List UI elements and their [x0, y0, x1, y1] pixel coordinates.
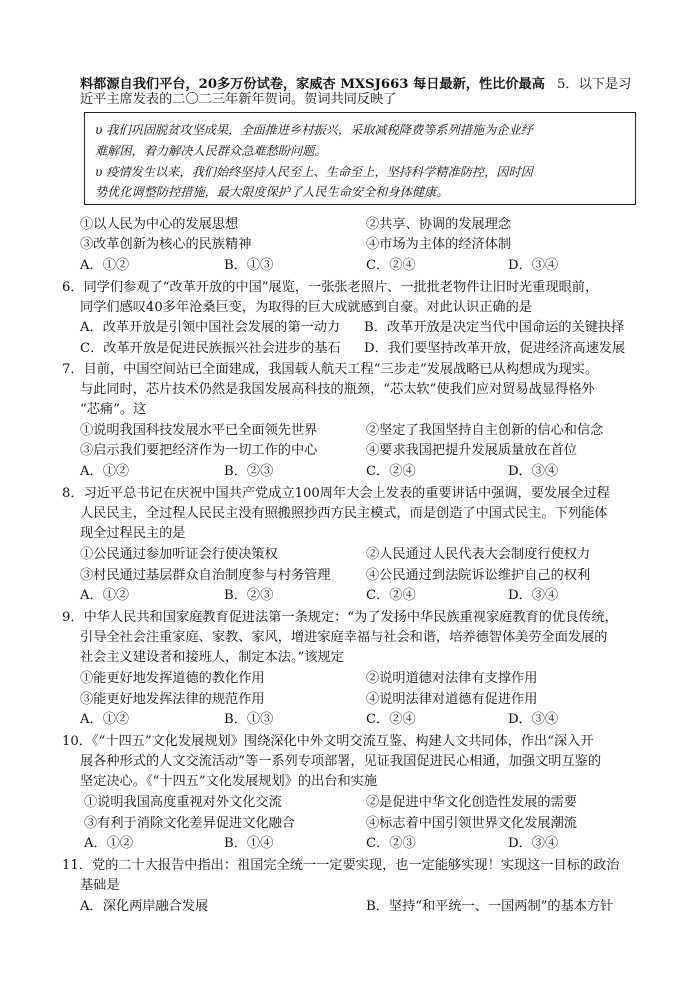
q5-quote-box [84, 112, 636, 205]
q8-stem: 人民民主，全过程人民民主没有照搬照抄西方民主模式，而是创造了中国式民主。下列能体 [80, 506, 608, 521]
source-ad-text: 料都源自我们平台，20多万份试卷，家威杏 MXSJ663 每日最新，性比价最高 [80, 77, 545, 92]
q8-stem: 8．习近平总书记在庆祝中国共产党成立100周年大会上发表的重要讲话中强调，要发展全过程 [62, 486, 610, 501]
q9-option-2: ②说明道德对法律有支撑作用 [366, 671, 538, 686]
q7-stem: “芯痛”。这 [80, 402, 147, 417]
q6-stem: 同学们感叹40多年沧桑巨变，为取得的巨大成就感到自豪。对此认识正确的是 [80, 300, 532, 315]
q7-option-2: ②坚定了我国坚持自主创新的信心和信念 [366, 423, 604, 438]
q9-option-4: ④说明法律对道德有促进作用 [366, 692, 538, 707]
quote-line: υ 疫情发生以来，我们始终坚持人民至上、生命至上，坚持科学精准防控，因时因 [95, 165, 533, 179]
q9-choice-b: B．①③ [224, 712, 274, 727]
q6-choice-b: B．改革开放是决定当代中国命运的关键抉择 [364, 320, 625, 335]
q7-choice-c: C．②④ [366, 464, 416, 479]
q5-choice-d: D．③④ [508, 258, 559, 273]
q9-option-3: ③能更好地发挥法律的规范作用 [80, 692, 265, 707]
q5-option-1: ①以人民为中心的发展思想 [80, 217, 239, 232]
q9-choice-a: A．①② [80, 712, 130, 727]
q11-choice-b: B．坚持“和平统一、一国两制”的基本方针 [366, 899, 614, 914]
q5-stem-start: 5．以下是习 [557, 77, 632, 92]
q10-choice-d: D．③④ [508, 836, 559, 851]
q9-stem: 9．中华人民共和国家庭教育促进法第一条规定：“为了发扬中华民族重视家庭教育的优良传统， [62, 610, 618, 625]
q7-choice-d: D．③④ [508, 464, 559, 479]
q6-choice-c: C．改革开放是促进民族振兴社会进步的基石 [80, 341, 341, 356]
q10-stem: 10．《“十四五”文化发展规划》围绕深化中外文明交流互鉴、构建人文共同体，作出“深入开 [62, 734, 594, 749]
q9-stem: 社会主义建设者和接班人，制定本法。”该规定 [80, 650, 344, 665]
q10-choice-c: C．②③ [366, 836, 416, 851]
q6-stem: 6．同学们参观了“改革开放的中国”展览，一张张老照片、一批批老物件让旧时光重现眼前， [62, 280, 599, 295]
q7-stem: 7．目前，中国空间站已全面建成，我国载人航天工程“三步走”发展战略已从构想成为现实。 [62, 362, 599, 377]
q10-option-4: ④标志着中国引领世界文化发展潮流 [366, 816, 577, 831]
q10-stem: 展各种形式的人文交流活动”等一系列专项部署，见证我国促进民心相通，加强文明互鉴的 [80, 754, 602, 769]
q7-option-1: ①说明我国科技发展水平已全面领先世界 [80, 423, 318, 438]
q6-choice-d: D．我们要坚持改革开放，促进经济高速发展 [364, 341, 626, 356]
q7-choice-a: A．①② [80, 464, 130, 479]
q5-choice-b: B．①③ [224, 258, 274, 273]
q11-stem: 基础是 [80, 878, 120, 893]
q9-choice-d: D．③④ [508, 712, 559, 727]
quote-line: υ 我们巩固脱贫攻坚成果，全面推进乡村振兴，采取减税降费等系列措施为企业纾 [95, 123, 533, 137]
q5-stem: 近平主席发表的二〇二三年新年贺词。贺词共同反映了 [80, 92, 397, 107]
q10-option-2: ②是促进中华文化创造性发展的需要 [366, 795, 577, 810]
q8-option-1: ①公民通过参加听证会行使决策权 [80, 547, 278, 562]
quote-line: 难解困，着力解决人民群众急难愁盼问题。 [95, 144, 327, 158]
q8-stem: 现全过程民主的是 [80, 526, 186, 541]
q8-option-4: ④公民通过到法院诉讼维护自己的权利 [366, 568, 591, 583]
q5-option-2: ②共享、协调的发展理念 [366, 217, 512, 232]
q5-option-3: ③改革创新为核心的民族精神 [80, 237, 252, 252]
q10-choice-a: A．①② [84, 836, 134, 851]
q8-choice-c: C．②④ [366, 588, 416, 603]
q5-choice-a: A．①② [80, 258, 130, 273]
q10-option-1: ①说明我国高度重视对外文化交流 [84, 795, 282, 810]
q8-choice-b: B．②③ [224, 588, 274, 603]
q8-choice-d: D．③④ [508, 588, 559, 603]
q9-choice-c: C．②④ [366, 712, 416, 727]
q11-choice-a: A．深化两岸融合发展 [80, 899, 209, 914]
q7-option-3: ③启示我们要把经济作为一切工作的中心 [80, 443, 318, 458]
q10-option-3: ③有利于消除文化差异促进文化融合 [84, 816, 295, 831]
quote-line: 势优化调整防控措施，最大限度保护了人民生命安全和身体健康。 [95, 185, 449, 199]
q7-option-4: ④要求我国把提升发展质量放在首位 [366, 443, 577, 458]
q8-option-2: ②人民通过人民代表大会制度行使权力 [366, 547, 591, 562]
q9-option-1: ①能更好地发挥道德的教化作用 [80, 671, 265, 686]
q5-option-4: ④市场为主体的经济体制 [366, 237, 512, 252]
q7-stem: 与此同时，芯片技术仍然是我国发展高科技的瓶颈，“芯太软”使我们应对贸易战显得格外 [80, 382, 595, 397]
q7-choice-b: B．②③ [224, 464, 274, 479]
q8-option-3: ③村民通过基层群众自治制度参与村务管理 [80, 568, 331, 583]
q9-stem: 引导全社会注重家庭、家教、家风，增进家庭幸福与社会和谐，培养德智体美劳全面发展的 [80, 630, 608, 645]
q5-choice-c: C．②④ [366, 258, 416, 273]
q8-choice-a: A．①② [80, 588, 130, 603]
q11-stem: 11．党的二十大报告中指出：祖国完全统一一定要实现，也一定能够实现！实现这一目标的政治 [62, 858, 620, 873]
q6-choice-a: A．改革开放是引领中国社会发展的第一动力 [80, 320, 341, 335]
q10-choice-b: B．①④ [224, 836, 274, 851]
q10-stem: 坚定决心。《“十四五”文化发展规划》的出台和实施 [80, 774, 378, 789]
